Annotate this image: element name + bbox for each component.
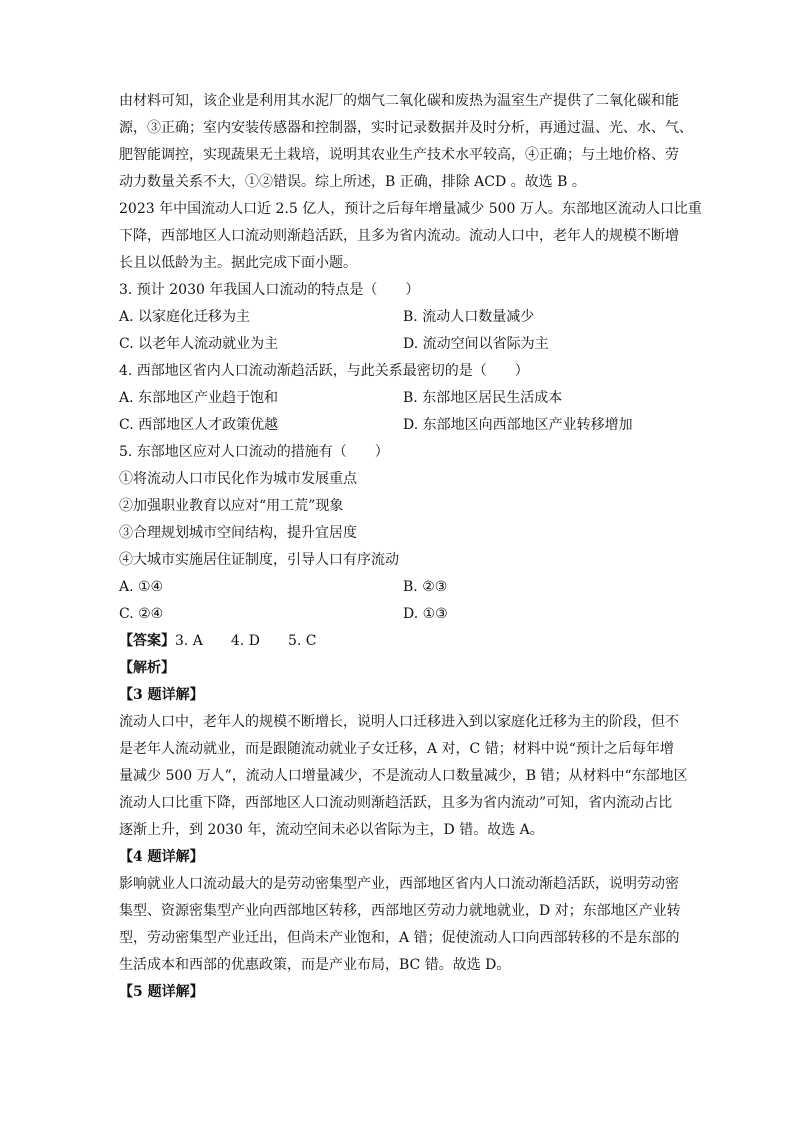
text-line: 逐渐上升，到 2030 年，流动空间未必以省际为主，D 错。故选 A。 bbox=[119, 822, 544, 838]
options-row bbox=[119, 304, 679, 331]
detail-label: 【3 题详解】 bbox=[119, 687, 204, 703]
detail-label: 【5 题详解】 bbox=[119, 984, 204, 1000]
options-row bbox=[119, 331, 679, 358]
question-stem: 3. 预计 2030 年我国人口流动的特点是（ ） bbox=[119, 282, 420, 298]
detail-label: 【4 题详解】 bbox=[119, 849, 204, 865]
analysis-label: 【解析】 bbox=[119, 660, 175, 676]
text-line: 动力数量关系不大，①②错误。综上所述，B 正确，排除 ACD 。故选 B 。 bbox=[119, 174, 586, 190]
options-row bbox=[119, 574, 679, 601]
statement-item: ④大城市实施居住证制度，引导人口有序流动 bbox=[119, 552, 399, 568]
previous-explanation bbox=[119, 88, 693, 196]
statement-item: ①将流动人口市民化作为城市发展重点 bbox=[119, 471, 357, 487]
detail-4 bbox=[119, 844, 679, 979]
detail-5 bbox=[119, 979, 679, 1006]
text-line: 集型、资源密集型产业向西部地区转移，西部地区劳动力就地就业，D 对；东部地区产业转 bbox=[119, 903, 681, 919]
option-b: B. 东部地区居民生活成本 bbox=[403, 390, 563, 406]
detail-3 bbox=[119, 682, 688, 844]
text-line: 流动人口比重下降，西部地区人口流动则渐趋活跃，且多为省内流动”可知，省内流动占比 bbox=[119, 795, 673, 811]
text-line: 影响就业人口流动最大的是劳动密集型产业，西部地区省内人口流动渐趋活跃，说明劳动密 bbox=[119, 876, 679, 892]
option-d: D. 东部地区向西部地区产业转移增加 bbox=[403, 417, 633, 433]
text-line: 生活成本和西部的优惠政策，而是产业布局，BC 错。故选 D。 bbox=[119, 957, 511, 973]
question-stem: 5. 东部地区应对人口流动的措施有（ ） bbox=[119, 444, 389, 460]
question-material bbox=[119, 196, 702, 277]
options-row bbox=[119, 385, 679, 412]
statement-item: ③合理规划城市空间结构，提升宜居度 bbox=[119, 525, 357, 541]
answer-text: 3. A 4. D 5. C bbox=[175, 633, 317, 649]
text-line: 源，③正确；室内安装传感器和控制器，实时记录数据并及时分析，再通过温、光、水、气、 bbox=[119, 120, 693, 136]
text-line: 长且以低龄为主。据此完成下面小题。 bbox=[119, 255, 357, 271]
text-line: 量减少 500 万人”，流动人口增量减少，不是流动人口数量减少，B 错；从材料中“东部地区 bbox=[119, 768, 688, 784]
answer-label: 【答案】 bbox=[119, 633, 175, 649]
options-row bbox=[119, 601, 679, 628]
answer-line bbox=[119, 628, 679, 655]
document-page bbox=[119, 88, 702, 1006]
option-d: D. 流动空间以省际为主 bbox=[403, 336, 549, 352]
option-c: C. ②④ bbox=[119, 606, 164, 622]
text-line: 下降，西部地区人口流动则渐趋活跃，且多为省内流动。流动人口中，老年人的规模不断增 bbox=[119, 228, 679, 244]
question-stem: 4. 西部地区省内人口流动渐趋活跃，与此关系最密切的是（ ） bbox=[119, 363, 529, 379]
options-row bbox=[119, 412, 679, 439]
option-a: A. ①④ bbox=[119, 579, 164, 595]
text-line: 由材料可知，该企业是利用其水泥厂的烟气二氧化碳和废热为温室生产提供了二氧化碳和能 bbox=[119, 93, 679, 109]
text-line: 肥智能调控，实现蔬果无土栽培，说明其农业生产技术水平较高，④正确；与土地价格、劳 bbox=[119, 147, 679, 163]
statement-item: ②加强职业教育以应对“用工荒”现象 bbox=[119, 498, 344, 514]
question-3 bbox=[119, 277, 679, 358]
text-line: 是老年人流动就业，而是跟随流动就业子女迁移，A 对，C 错；材料中说“预计之后每年增 bbox=[119, 741, 674, 757]
text-line: 2023 年中国流动人口近 2.5 亿人，预计之后每年增量减少 500 万人。东部地区流动人口比重 bbox=[119, 201, 702, 217]
option-a: A. 东部地区产业趋于饱和 bbox=[119, 390, 279, 406]
option-b: B. ②③ bbox=[403, 579, 448, 595]
option-c: C. 以老年人流动就业为主 bbox=[119, 336, 279, 352]
question-5 bbox=[119, 439, 679, 628]
text-line: 流动人口中，老年人的规模不断增长，说明人口迁移进入到以家庭化迁移为主的阶段，但不 bbox=[119, 714, 679, 730]
option-a: A. 以家庭化迁移为主 bbox=[119, 309, 251, 325]
option-b: B. 流动人口数量减少 bbox=[403, 309, 535, 325]
question-4 bbox=[119, 358, 679, 439]
option-c: C. 西部地区人才政策优越 bbox=[119, 417, 279, 433]
text-line: 型，劳动密集型产业迁出，但尚未产业饱和，A 错；促使流动人口向西部转移的不是东部的 bbox=[119, 930, 680, 946]
option-d: D. ①③ bbox=[403, 606, 448, 622]
